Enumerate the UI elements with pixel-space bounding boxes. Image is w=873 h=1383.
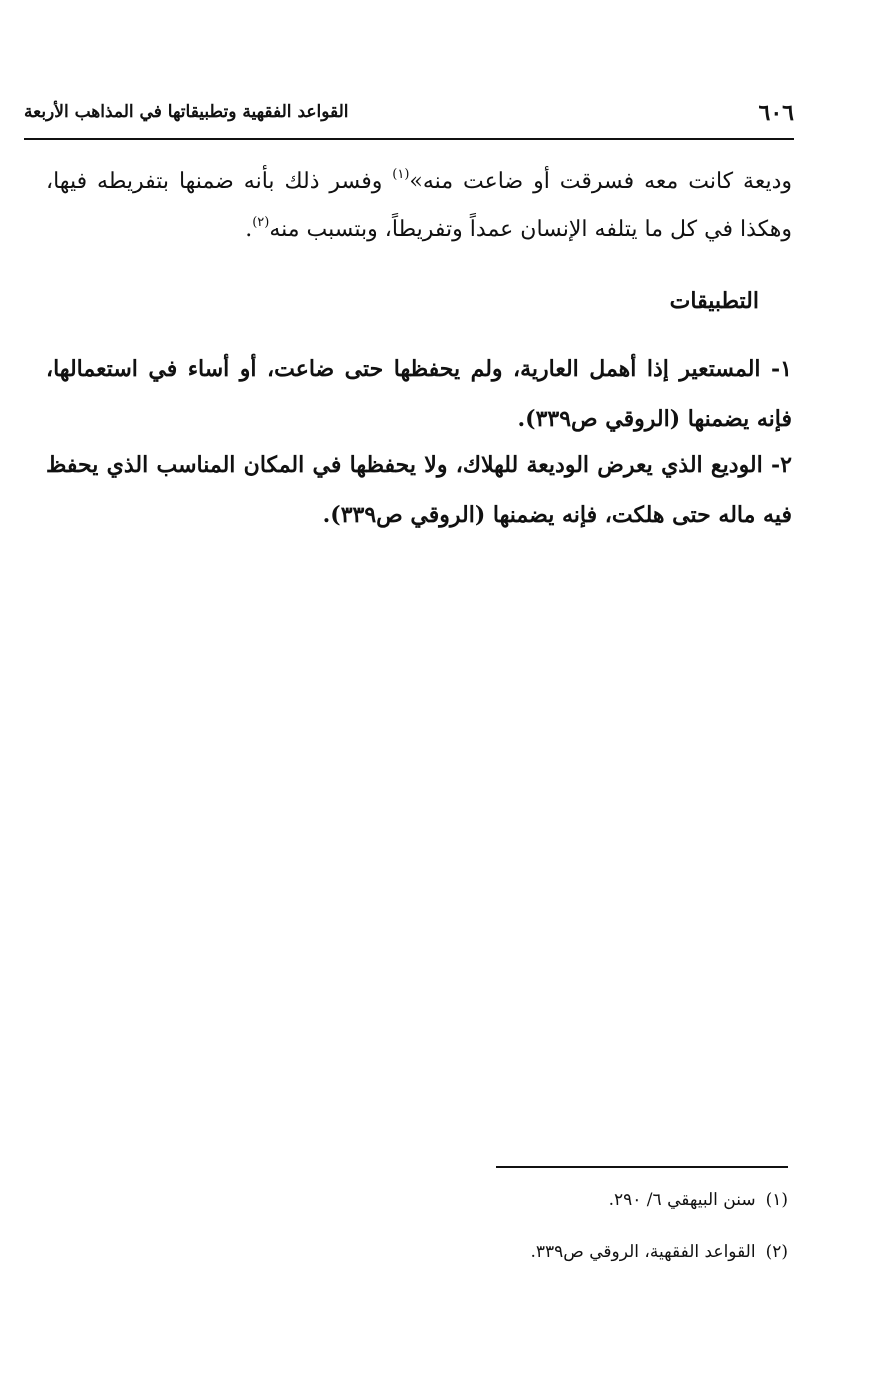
footnote-number: (١)	[765, 1190, 788, 1210]
page-number: ٦٠٦	[758, 100, 794, 126]
footnote-text: القواعد الفقهية، الروقي ص٣٣٩.	[530, 1242, 756, 1262]
footnote-text: سنن البيهقي ٦/ ٢٩٠.	[608, 1190, 756, 1210]
footnote-2	[300, 1238, 788, 1290]
paragraph-text-part3: .	[245, 217, 253, 242]
footnote-1	[300, 1186, 788, 1238]
footnote-reference-2: (٢)	[252, 215, 270, 230]
header-rule	[24, 138, 794, 140]
footnotes	[300, 1186, 788, 1290]
paragraph-text-part2: وفسر ذلك بأنه ضمنها بتفريطه فيها، وهكذا في كل ما يتلفه الإنسان عمداً وتفريطاً، وبتسبب منه	[46, 169, 792, 242]
running-header	[24, 96, 794, 132]
application-item-1: ١- المستعير إذا أهمل العارية، ولم يحفظها حتى ضاعت، أو أساء في استعمالها، فإنه يضمنها (الروقي ص٣٣٩).	[46, 356, 792, 432]
paragraph-text-part1: وديعة كانت معه فسرقت أو ضاعت منه»	[409, 169, 793, 194]
section-heading-applications: التطبيقات	[669, 288, 759, 314]
footnote-separator	[496, 1166, 788, 1168]
body-paragraph	[46, 158, 792, 254]
running-title: القواعد الفقهية وتطبيقاتها في المذاهب الأربعة	[24, 102, 349, 122]
footnote-reference-1: (١)	[392, 167, 410, 182]
footnote-number: (٢)	[765, 1242, 788, 1262]
application-item-2: ٢- الوديع الذي يعرض الوديعة للهلاك، ولا يحفظها في المكان المناسب الذي يحفظ فيه ماله حتى هلكت، فإنه يضمنها (الروقي ص٣٣٩).	[46, 452, 792, 528]
